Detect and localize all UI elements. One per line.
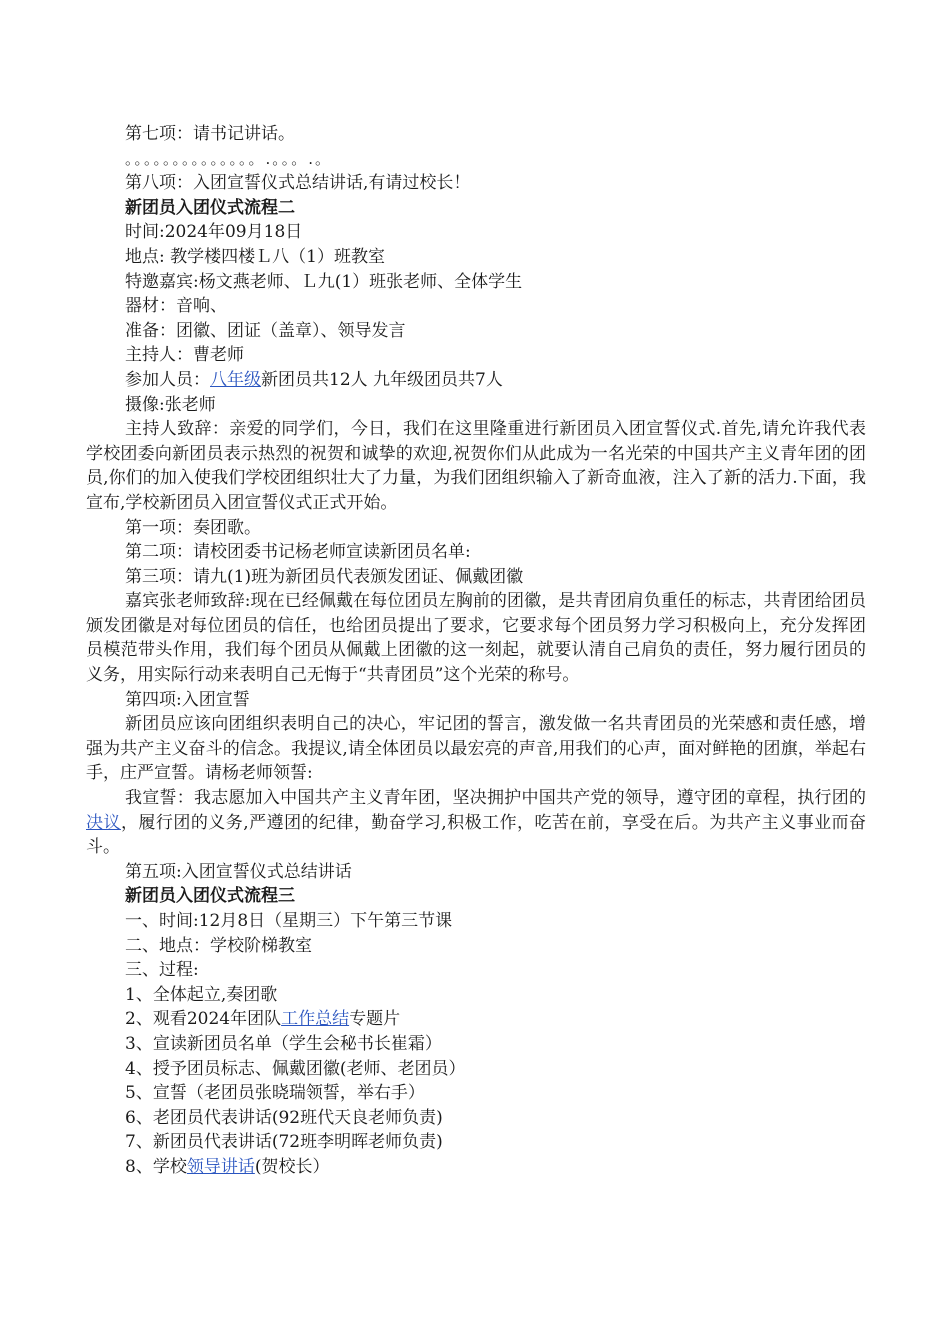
participants-label: 参加人员： bbox=[125, 369, 210, 390]
process-item-3: 3、宣读新团员名单（学生会秘书长崔霜） bbox=[125, 1033, 442, 1054]
process-item-2-b: 专题片 bbox=[349, 1009, 401, 1030]
process-item-4: 4、授予团员标志、佩戴团徽(老师、老团员） bbox=[125, 1058, 466, 1079]
document-page bbox=[86, 122, 866, 1180]
item-two: 第二项：请校团委书记杨老师宣读新团员名单: bbox=[125, 542, 471, 563]
process-item-7: 7、新团员代表讲话(72班李明晖老师负责) bbox=[125, 1132, 443, 1153]
item-eight: 第八项：入团宣誓仪式总结讲话,有请过校长！ bbox=[125, 173, 471, 194]
equipment: 器材：音响、 bbox=[125, 296, 227, 317]
event-place: 地点: 教学楼四楼Ｌ八（1）班教室 bbox=[125, 246, 385, 267]
oath-text bbox=[86, 786, 866, 860]
step-time: 一、时间:12月8日（星期三）下午第三节课 bbox=[125, 911, 453, 931]
preparation: 准备：团徽、团证（盖章）、领导发言 bbox=[125, 320, 406, 341]
item-five: 第五项:入团宣誓仪式总结讲话 bbox=[125, 861, 352, 882]
participants-count: 新团员共12人 九年级团员共7人 bbox=[261, 369, 503, 390]
process-item-2-a: 2、观看2024年团队 bbox=[125, 1009, 282, 1030]
item-seven: 第七项：请书记讲话。 bbox=[125, 124, 295, 144]
oath-intro: 新团员应该向团组织表明自己的决心，牢记团的誓言，激发做一名共青团员的光荣感和责任感，增强为共产主义奋斗的信念。我提议,请全体团员以最宏亮的声音,用我们的心声，面对鲜艳的团旗，举起右手，庄严宣誓。请杨老师领誓: bbox=[86, 714, 866, 784]
oath-part-b: ，履行团的义务,严遵团的纪律，勤奋学习,积极工作，吃苦在前，享受在后。为共产主义事业而奋斗。 bbox=[86, 812, 867, 858]
resolution-link[interactable]: 决议 bbox=[86, 812, 121, 833]
special-guests: 特邀嘉宾:杨文燕老师、Ｌ九(1）班张老师、全体学生 bbox=[125, 271, 523, 292]
item-four: 第四项:入团宣誓 bbox=[125, 689, 250, 710]
item-three: 第三项：请九(1)班为新团员代表颁发团证、佩戴团徽 bbox=[125, 566, 524, 587]
process-item-1: 1、全体起立,奏团歌 bbox=[125, 984, 278, 1005]
oath-part-a: 我宣誓：我志愿加入中国共产主义青年团，坚决拥护中国共产党的领导，遵守团的章程，执行团的 bbox=[125, 788, 866, 809]
event-time: 时间:2024年09月18日 bbox=[125, 222, 303, 243]
dot-leader: 。。。。。。。。。。。。。。.。。。.。 bbox=[125, 149, 333, 168]
step-process: 三、过程: bbox=[125, 960, 199, 981]
item-one: 第一项：奏团歌。 bbox=[125, 517, 261, 538]
host-speech: 主持人致辞：亲爱的同学们，今日，我们在这里隆重进行新团员入团宣誓仪式.首先,请允许我代表学校团委向新团员表示热烈的祝贺和诚挚的欢迎,祝贺你们从此成为一名光荣的中国共产主义青年团的团员,你们的加入使我们学校团组织壮大了力量，为我们团组织输入了新奇血液，注入了新的活力.下面，我宣布,学校新团员入团宣誓仪式正式开始。 bbox=[86, 419, 866, 513]
process-item-6: 6、老团员代表讲话(92班代天良老师负责) bbox=[125, 1107, 443, 1128]
process-item-8-a: 8、学校 bbox=[125, 1156, 187, 1177]
section-heading-two: 新团员入团仪式流程二 bbox=[125, 197, 295, 218]
step-place: 二、地点：学校阶梯教室 bbox=[125, 935, 312, 956]
process-item-2 bbox=[86, 1007, 866, 1032]
process-item-8 bbox=[86, 1155, 866, 1180]
participants bbox=[86, 368, 866, 393]
guest-speech: 嘉宾张老师致辞:现在已经佩戴在每位团员左胸前的团徽，是共青团肩负重任的标志，共青团给团员颁发团徽是对每位团员的信任，也给团员提出了要求，它要求每个团员努力学习积极向上，充分发挥团员模范带头作用，我们每个团员从佩戴上团徽的这一刻起，就要认清自己肩负的责任，努力履行团员的义务，用实际行动来表明自己无悔于“共青团员”这个光荣的称号。 bbox=[86, 591, 866, 686]
section-heading-three: 新团员入团仪式流程三 bbox=[125, 886, 295, 907]
process-item-8-b: (贺校长） bbox=[254, 1156, 330, 1177]
process-item-5: 5、宣誓（老团员张晓瑞领誓，举右手） bbox=[125, 1083, 425, 1104]
host: 主持人：曹老师 bbox=[125, 345, 244, 366]
leader-speech-link[interactable]: 领导讲话 bbox=[186, 1156, 255, 1177]
work-summary-link[interactable]: 工作总结 bbox=[281, 1009, 350, 1030]
grade-eight-link[interactable]: 八年级 bbox=[210, 369, 261, 390]
photographer: 摄像:张老师 bbox=[125, 394, 216, 415]
